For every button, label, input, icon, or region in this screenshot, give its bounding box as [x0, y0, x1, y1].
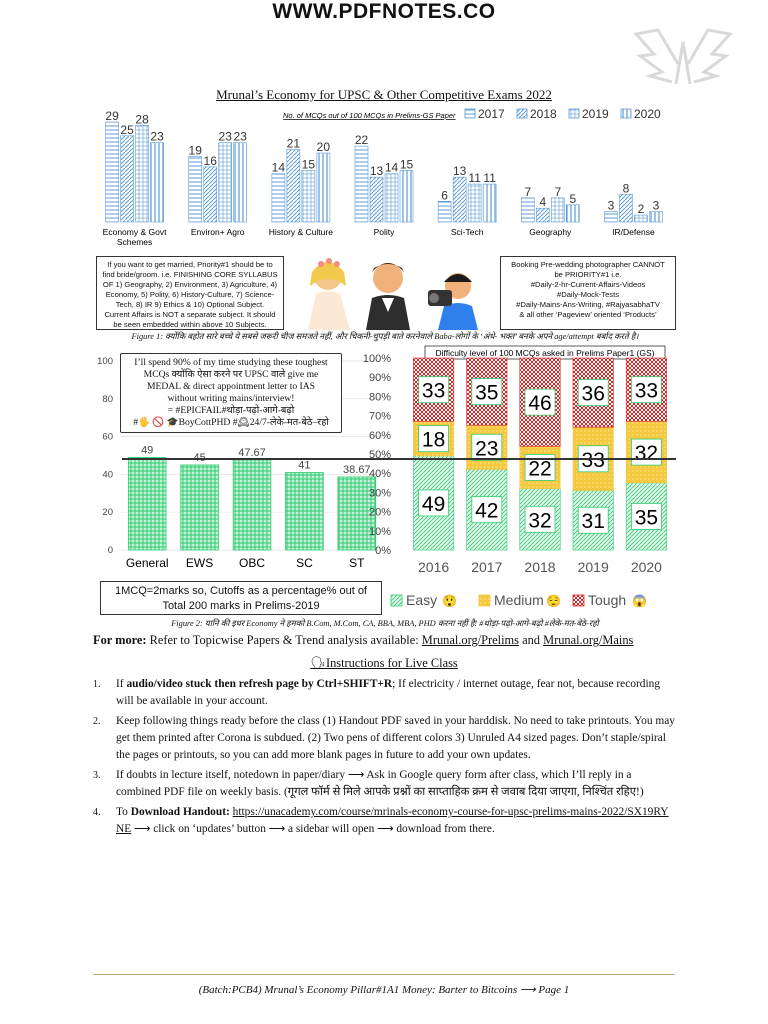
y-tick-label: 0%: [375, 545, 391, 557]
category-label: Sci-Tech: [450, 227, 484, 237]
chart1-title: No. of MCQs out of 100 MCQs in Prelims-GS Paper: [283, 111, 456, 120]
data-label: 23: [475, 437, 499, 461]
data-label: 4: [539, 195, 547, 210]
bar: [634, 215, 647, 222]
callout-line4: without writing mains/interview!: [167, 393, 295, 404]
right-note-box: [500, 256, 676, 330]
right-note-line1: Booking Pre-wedding photographer CANNOT be PRIORITY#1 i.e.: [511, 260, 665, 279]
callout-line3: MEDAL & direct appointment letter to IAS: [146, 381, 316, 392]
instruction-item: [93, 767, 675, 801]
category-label: 2018: [524, 559, 556, 575]
bar: [385, 174, 398, 222]
category-label: 2016: [418, 559, 450, 575]
winged-m-logo-icon: [628, 24, 738, 94]
data-label: 23: [150, 129, 164, 144]
data-label: 22: [528, 457, 552, 481]
instruction-item: [93, 713, 675, 764]
data-label: 35: [475, 381, 499, 405]
legend-label: Easy: [406, 592, 438, 608]
instruction-number: 2.: [93, 716, 101, 727]
data-label: 47.67: [238, 446, 266, 459]
data-label: 6: [441, 188, 448, 203]
legend-label: 2020: [634, 107, 661, 121]
bar: [400, 170, 413, 222]
chart3-title: Difficulty level of 100 MCQs asked in Prelims Paper1 (GS): [435, 348, 655, 358]
legend-emoji-icon: 😌: [546, 594, 561, 608]
y-tick-label: 60: [102, 431, 113, 443]
left-note-box: [96, 256, 284, 330]
handout-link[interactable]: https://unacademy.com/course/mrinals-economy-course-for-upsc-prelims-mains-2022/SX19RYNE: [116, 806, 669, 835]
instruction-text: If: [116, 678, 127, 690]
prelims-link[interactable]: Mrunal.org/Prelims: [421, 633, 519, 647]
for-more-and: and: [518, 633, 544, 647]
data-label: 20: [316, 140, 331, 155]
data-label: 36: [581, 382, 605, 406]
data-label: 33: [634, 379, 659, 403]
for-more-label: For more:: [93, 633, 147, 647]
y-tick-label: 100: [97, 356, 113, 367]
bar: [438, 201, 451, 222]
data-label: 15: [399, 157, 414, 172]
y-tick-label: 40%: [368, 468, 391, 481]
bar: [604, 212, 617, 222]
left-note-line1: If you want to get married, Priority#1 should be to find bride/groom. i.e. FINISHING CORE SYLLABUS OF 1) Geography, 2) Environment, 3) Agriculture, 4) Economy, 5) Polity, 6) History-Culture, 7) Science-Tech, 8) IR 9) Ethics & 10) Optional Subject.: [102, 260, 278, 309]
data-label: 14: [384, 160, 399, 175]
y-tick-label: 60%: [368, 429, 391, 442]
bar: [521, 198, 534, 222]
bar: [468, 184, 481, 222]
data-label: 13: [369, 164, 384, 179]
bar: [181, 465, 219, 550]
data-label: 14: [271, 160, 286, 175]
data-label: 46: [528, 392, 552, 416]
data-label: 29: [105, 109, 119, 123]
data-label: 42: [475, 499, 499, 523]
right-note-line4: #Daily-Mains-Ans-Writing, #RajyasabhaTV: [516, 300, 660, 309]
bar: [355, 146, 368, 222]
data-label: 38.67: [343, 463, 371, 476]
bar: [121, 136, 134, 222]
legend-emoji-icon: 😲: [442, 594, 457, 608]
footer-divider: [93, 974, 675, 975]
category-label: 2020: [630, 559, 662, 575]
legend-label: 2017: [478, 107, 505, 121]
tough-mcq-callout: [120, 353, 342, 433]
instruction-item: [93, 804, 675, 838]
bar: [286, 473, 324, 550]
bar: [619, 194, 632, 222]
category-label: EWS: [185, 556, 214, 570]
legend-label: 2019: [582, 107, 609, 121]
right-note-line3: #Daily-Mock-Tests: [556, 290, 620, 299]
for-more-line: [93, 633, 693, 648]
category-label: IR/Defense: [612, 227, 655, 237]
callout-line6: #🖐 🚫 🎓BoyCottPHD #🕰24/7-लेके-मत-बेठे–रहो: [133, 417, 329, 428]
bar: [370, 177, 383, 222]
data-label: 16: [203, 153, 217, 168]
legend-swatch: [569, 109, 579, 118]
category-label: Environ+ Agro: [190, 227, 245, 237]
legend-swatch: [517, 109, 527, 118]
data-label: 18: [421, 428, 446, 452]
instruction-number: 3.: [93, 770, 101, 781]
legend-label: Medium: [494, 592, 544, 608]
bar: [287, 150, 300, 222]
data-label: 3: [652, 198, 660, 213]
data-label: 3: [607, 198, 615, 213]
bar: [234, 143, 247, 222]
instruction-number: 4.: [93, 807, 101, 818]
data-label: 45: [193, 451, 206, 464]
data-label: 49: [421, 492, 446, 516]
y-tick-label: 80: [102, 393, 113, 405]
data-label: 2: [637, 202, 645, 217]
document-title: Mrunal’s Economy for UPSC & Other Competitive Exams 2022: [216, 87, 552, 102]
instructions-title: 🗣Instructions for Live Class: [310, 656, 458, 670]
cutoff-note-line2: Total 200 marks in Prelims-2019: [162, 600, 320, 612]
legend-emoji-icon: 😱: [632, 594, 647, 608]
data-label: 31: [581, 510, 605, 534]
y-tick-label: 40: [102, 469, 113, 481]
bar: [302, 170, 315, 222]
instruction-text: Keep following things ready before the class (1) Handout PDF saved in your harddisk. No need to take printouts. You may get them printed after Corona is subdued. (2) Two pens of different colors 3) Unruled A4 sized pages. Don’t staple/spiral the pages or printouts, so you can add more blank pages in future to add your own updates.: [116, 715, 675, 761]
data-label: 28: [135, 112, 149, 127]
bar: [233, 460, 271, 550]
instruction-text: ⟶ click on ‘updates’ button ⟶ a sidebar will open ⟶ download from there.: [131, 823, 495, 835]
figure1-caption: Figure 1: क्योंकि बहोत सारे बच्चे ये सबसे जरूरी चीज समजते नहीं, और चिकनी-चुपड़ी बाते करनेवाले Baba-लोगों के ‘अंधे- भक्त’ बनके अपने age/attempt बर्बाद करते है।: [131, 332, 639, 341]
data-label: 15: [301, 157, 316, 172]
instruction-text: If doubts in lecture itself, notedown in paper/diary ⟶ Ask in Google query form after class, which I’ll reply in a combined PDF file on weekly basis. (गूगल फॉर्म से मिले आपके प्रश्नों का साप्ताहिक क्रम से जवाब दिया जाएगा, निश्चिंत रहिए!): [116, 769, 644, 798]
left-note-line2: Current Affairs is NOT a separate subject. It should be seen embedded within above 10 Subjects.: [104, 310, 276, 329]
y-tick-label: 10%: [368, 525, 391, 538]
category-label: General: [125, 556, 169, 570]
callout-line1: I’ll spend 90% of my time studying these toughest: [134, 357, 328, 368]
bar: [189, 156, 202, 222]
data-label: 22: [354, 133, 369, 148]
data-label: 7: [524, 184, 532, 199]
category-label: 2017: [471, 559, 503, 575]
instruction-number: 1.: [93, 679, 101, 690]
y-tick-label: 80%: [368, 391, 391, 404]
legend-swatch: [479, 595, 490, 606]
callout-line5: = #EPICFAIL#थोड़ा-पढ़ो-आगे-बढ़ो: [167, 405, 295, 416]
cutoff-note-box: [100, 581, 382, 615]
data-label: 11: [483, 171, 496, 186]
bar: [128, 457, 166, 550]
data-label: 49: [141, 444, 154, 457]
bar: [453, 177, 466, 222]
legend-label: Tough: [588, 592, 627, 608]
bar: [536, 208, 549, 222]
y-tick-label: 50%: [368, 449, 391, 461]
cutoff-threshold-line: [122, 458, 676, 460]
data-label: 8: [622, 181, 630, 196]
subject-mcq-chart: [93, 104, 675, 252]
category-label: Schemes: [116, 237, 153, 247]
page-footer: (Batch:PCB4) Mrunal’s Economy Pillar#1A1 Money: Barter to Bitcoins ⟶ Page 1: [198, 984, 570, 996]
data-label: 23: [233, 129, 247, 144]
difficulty-chart: [355, 345, 680, 615]
callout-line2: MCQs क्योंकि ऐसा करने पर UPSC वाले give me: [143, 369, 319, 380]
bar: [483, 184, 496, 222]
instruction-text: ; If electricity / internet outage, fear not, because recording will be available in your account.: [116, 678, 661, 707]
legend-swatch: [573, 595, 584, 606]
data-label: 33: [581, 448, 605, 472]
data-label: 21: [286, 136, 301, 151]
y-tick-label: 90%: [368, 372, 391, 385]
data-label: 5: [569, 191, 577, 206]
y-tick-label: 30%: [368, 487, 391, 500]
instruction-bold: audio/video stuck then refresh page by Ctrl+SHIFT+R: [126, 678, 393, 690]
bar: [272, 174, 285, 222]
data-label: 7: [554, 184, 562, 199]
bar: [151, 143, 164, 222]
figure2-caption: Figure 2: यानि की इधर Economy ने हमको B.Com, M.Com, CA, BBA, MBA, PHD करना नहीं है! #थोड़ा-पढ़ो-आगे-बढ़ो #लेके-मत-बेठे-रहो: [171, 619, 599, 628]
legend-swatch: [465, 109, 475, 118]
bar: [219, 143, 232, 222]
right-note-line2: #Daily-2-hr-Current-Affairs-Videos: [530, 280, 646, 289]
bar: [649, 212, 662, 222]
y-tick-label: 0: [107, 545, 113, 556]
category-label: Economy & Govt: [102, 227, 167, 237]
wedding-couple-photographer-icon: [288, 252, 496, 330]
mains-link[interactable]: Mrunal.org/Mains: [543, 633, 634, 647]
y-tick-label: 70%: [368, 410, 391, 423]
y-tick-label: 20: [102, 507, 113, 519]
data-label: 23: [218, 129, 232, 144]
bar: [106, 122, 119, 222]
data-label: 13: [452, 164, 467, 179]
bar: [551, 198, 564, 222]
data-label: 33: [421, 379, 446, 403]
cutoff-note-line1: 1MCQ=2marks so, Cutoffs as a percentage% out of: [114, 585, 367, 597]
instructions-list: [93, 676, 675, 841]
site-header: WWW.PDFNOTES.CO: [272, 0, 496, 23]
right-note-line5: & all other ‘Pageview’ oriented ‘Products’: [519, 310, 657, 319]
instruction-bold: Download Handout:: [130, 806, 230, 818]
data-label: 32: [634, 442, 659, 466]
category-label: Polity: [373, 227, 395, 237]
for-more-text: Refer to Topicwise Papers & Trend analysis available:: [146, 633, 422, 647]
data-label: 11: [468, 171, 481, 186]
bar: [204, 167, 217, 222]
data-label: 19: [188, 143, 202, 158]
category-label: 2019: [577, 559, 609, 575]
y-tick-label: 20%: [368, 506, 391, 519]
legend-swatch: [621, 109, 631, 118]
instruction-text: To: [116, 806, 131, 818]
category-label: ST: [349, 556, 365, 570]
bar: [317, 153, 330, 222]
category-label: Geography: [529, 227, 572, 237]
category-label: History & Culture: [268, 227, 333, 237]
data-label: 35: [634, 506, 659, 530]
y-tick-label: 100%: [362, 353, 391, 365]
legend-swatch: [391, 595, 402, 606]
data-label: 25: [120, 122, 134, 137]
category-label: OBC: [238, 556, 266, 570]
data-label: 41: [298, 459, 311, 472]
bar: [136, 125, 149, 222]
instruction-item: [93, 676, 675, 710]
category-label: SC: [296, 556, 313, 570]
data-label: 32: [528, 509, 552, 533]
bar: [566, 205, 579, 222]
legend-label: 2018: [530, 107, 557, 121]
